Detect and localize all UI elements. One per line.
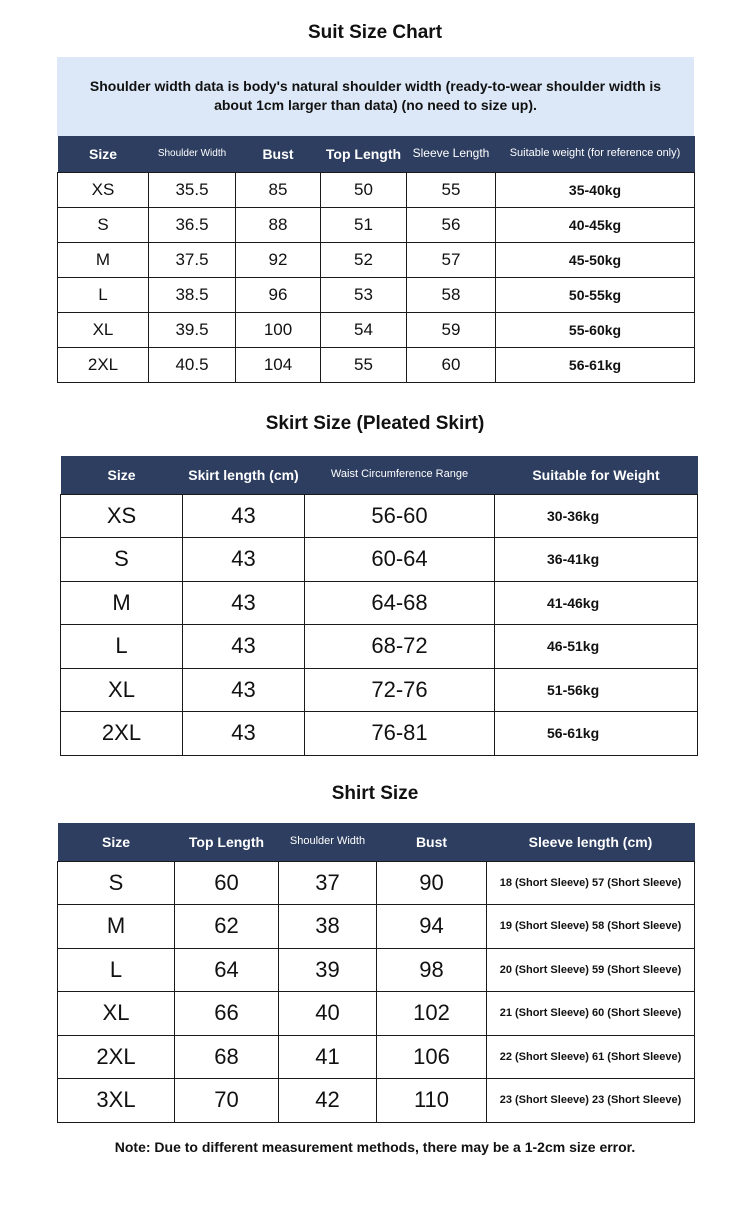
shirt-header-shoulder: Shoulder Width xyxy=(279,823,377,861)
shirt-cell: 106 xyxy=(377,1035,487,1079)
suit-note-box xyxy=(57,57,694,136)
suit-cell: 36.5 xyxy=(149,207,236,242)
suit-cell: 35-40kg xyxy=(496,172,695,207)
shirt-cell: 98 xyxy=(377,948,487,992)
skirt-header-waist: Waist Circumference Range xyxy=(305,456,495,494)
shirt-cell: 39 xyxy=(279,948,377,992)
shirt-cell: XL xyxy=(58,992,175,1036)
shirt-row xyxy=(58,992,695,1036)
suit-cell: 40.5 xyxy=(149,347,236,382)
suit-row xyxy=(58,277,695,312)
suit-cell: 38.5 xyxy=(149,277,236,312)
skirt-cell: M xyxy=(61,581,183,625)
skirt-cell: 43 xyxy=(183,668,305,712)
shirt-table-body xyxy=(58,861,695,1122)
suit-cell: XL xyxy=(58,312,149,347)
shirt-cell: 60 xyxy=(175,861,279,905)
suit-cell: 100 xyxy=(236,312,321,347)
shirt-header-sleeve: Sleeve length (cm) xyxy=(487,823,695,861)
suit-cell: 96 xyxy=(236,277,321,312)
suit-cell: 56-61kg xyxy=(496,347,695,382)
suit-cell: 51 xyxy=(321,207,407,242)
shirt-cell: 110 xyxy=(377,1079,487,1123)
shirt-cell: 38 xyxy=(279,905,377,949)
suit-cell: 37.5 xyxy=(149,242,236,277)
suit-table-body xyxy=(58,172,695,382)
skirt-cell: 41-46kg xyxy=(495,581,698,625)
suit-header-weight: Suitable weight (for reference only) xyxy=(496,136,695,172)
suit-cell: 39.5 xyxy=(149,312,236,347)
skirt-cell: 43 xyxy=(183,538,305,582)
suit-cell: 52 xyxy=(321,242,407,277)
shirt-cell: 3XL xyxy=(58,1079,175,1123)
shirt-row xyxy=(58,948,695,992)
shirt-row xyxy=(58,905,695,949)
shirt-row xyxy=(58,861,695,905)
suit-header-shoulder: Shoulder Width xyxy=(149,136,236,172)
suit-cell: 104 xyxy=(236,347,321,382)
shirt-cell: 68 xyxy=(175,1035,279,1079)
suit-row xyxy=(58,312,695,347)
suit-header-bust: Bust xyxy=(236,136,321,172)
skirt-cell: XS xyxy=(61,494,183,538)
shirt-chart-title: Shirt Size xyxy=(331,783,419,804)
skirt-chart-title: Skirt Size (Pleated Skirt) xyxy=(265,413,485,434)
suit-cell: 35.5 xyxy=(149,172,236,207)
shirt-cell: 19 (Short Sleeve) 58 (Short Sleeve) xyxy=(487,905,695,949)
skirt-cell: 43 xyxy=(183,581,305,625)
shirt-cell: L xyxy=(58,948,175,992)
suit-note-text: Shoulder width data is body's natural shoulder width (ready-to-wear shoulder width is about 1cm larger than data) (no need to size up). xyxy=(89,78,662,113)
suit-chart-title: Suit Size Chart xyxy=(307,22,443,43)
skirt-cell: 43 xyxy=(183,712,305,756)
suit-cell: 59 xyxy=(407,312,496,347)
shirt-cell: 21 (Short Sleeve) 60 (Short Sleeve) xyxy=(487,992,695,1036)
shirt-row xyxy=(58,1035,695,1079)
shirt-cell: S xyxy=(58,861,175,905)
suit-cell: 50-55kg xyxy=(496,277,695,312)
suit-cell: L xyxy=(58,277,149,312)
shirt-cell: 102 xyxy=(377,992,487,1036)
skirt-cell: 43 xyxy=(183,494,305,538)
shirt-cell: 94 xyxy=(377,905,487,949)
skirt-row xyxy=(61,494,698,538)
suit-cell: 55 xyxy=(321,347,407,382)
skirt-cell: 46-51kg xyxy=(495,625,698,669)
suit-cell: 92 xyxy=(236,242,321,277)
skirt-cell: 60-64 xyxy=(305,538,495,582)
shirt-header-size: Size xyxy=(58,823,175,861)
shirt-cell: 64 xyxy=(175,948,279,992)
skirt-cell: 43 xyxy=(183,625,305,669)
skirt-cell: 76-81 xyxy=(305,712,495,756)
skirt-cell: 56-60 xyxy=(305,494,495,538)
shirt-cell: 2XL xyxy=(58,1035,175,1079)
skirt-cell: 2XL xyxy=(61,712,183,756)
skirt-cell: L xyxy=(61,625,183,669)
shirt-cell: 41 xyxy=(279,1035,377,1079)
suit-header-top-length: Top Length xyxy=(321,136,407,172)
suit-row xyxy=(58,242,695,277)
shirt-cell: 20 (Short Sleeve) 59 (Short Sleeve) xyxy=(487,948,695,992)
shirt-size-table xyxy=(57,823,695,1123)
suit-row xyxy=(58,172,695,207)
suit-cell: 88 xyxy=(236,207,321,242)
skirt-row xyxy=(61,625,698,669)
skirt-size-table xyxy=(60,456,698,756)
skirt-cell: XL xyxy=(61,668,183,712)
suit-row xyxy=(58,347,695,382)
suit-cell: 57 xyxy=(407,242,496,277)
suit-cell: 55 xyxy=(407,172,496,207)
suit-cell: 53 xyxy=(321,277,407,312)
shirt-cell: 66 xyxy=(175,992,279,1036)
shirt-cell: 70 xyxy=(175,1079,279,1123)
suit-cell: 55-60kg xyxy=(496,312,695,347)
skirt-row xyxy=(61,538,698,582)
skirt-header-size: Size xyxy=(61,456,183,494)
suit-cell: 56 xyxy=(407,207,496,242)
skirt-cell: 30-36kg xyxy=(495,494,698,538)
suit-cell: 60 xyxy=(407,347,496,382)
suit-cell: 50 xyxy=(321,172,407,207)
skirt-row xyxy=(61,581,698,625)
skirt-cell: 64-68 xyxy=(305,581,495,625)
shirt-cell: 18 (Short Sleeve) 57 (Short Sleeve) xyxy=(487,861,695,905)
skirt-cell: 36-41kg xyxy=(495,538,698,582)
shirt-cell: M xyxy=(58,905,175,949)
skirt-cell: 72-76 xyxy=(305,668,495,712)
suit-header-sleeve: Sleeve Length xyxy=(407,136,496,172)
suit-cell: S xyxy=(58,207,149,242)
suit-cell: 40-45kg xyxy=(496,207,695,242)
suit-cell: 54 xyxy=(321,312,407,347)
shirt-cell: 90 xyxy=(377,861,487,905)
suit-cell: 2XL xyxy=(58,347,149,382)
skirt-header-weight: Suitable for Weight xyxy=(495,456,698,494)
shirt-cell: 22 (Short Sleeve) 61 (Short Sleeve) xyxy=(487,1035,695,1079)
suit-row xyxy=(58,207,695,242)
shirt-cell: 42 xyxy=(279,1079,377,1123)
skirt-row xyxy=(61,668,698,712)
shirt-header-bust: Bust xyxy=(377,823,487,861)
skirt-cell: 56-61kg xyxy=(495,712,698,756)
shirt-cell: 23 (Short Sleeve) 23 (Short Sleeve) xyxy=(487,1079,695,1123)
suit-cell: 45-50kg xyxy=(496,242,695,277)
suit-cell: XS xyxy=(58,172,149,207)
skirt-row xyxy=(61,712,698,756)
skirt-header-length: Skirt length (cm) xyxy=(183,456,305,494)
shirt-cell: 40 xyxy=(279,992,377,1036)
shirt-cell: 37 xyxy=(279,861,377,905)
suit-size-table xyxy=(57,136,695,383)
skirt-cell: 51-56kg xyxy=(495,668,698,712)
shirt-cell: 62 xyxy=(175,905,279,949)
footer-note: Note: Due to different measurement methods, there may be a 1-2cm size error. xyxy=(114,1139,636,1155)
suit-cell: 58 xyxy=(407,277,496,312)
skirt-cell: 68-72 xyxy=(305,625,495,669)
suit-header-size: Size xyxy=(58,136,149,172)
skirt-table-body xyxy=(61,494,698,755)
suit-cell: 85 xyxy=(236,172,321,207)
shirt-header-top-length: Top Length xyxy=(175,823,279,861)
skirt-cell: S xyxy=(61,538,183,582)
shirt-row xyxy=(58,1079,695,1123)
suit-cell: M xyxy=(58,242,149,277)
